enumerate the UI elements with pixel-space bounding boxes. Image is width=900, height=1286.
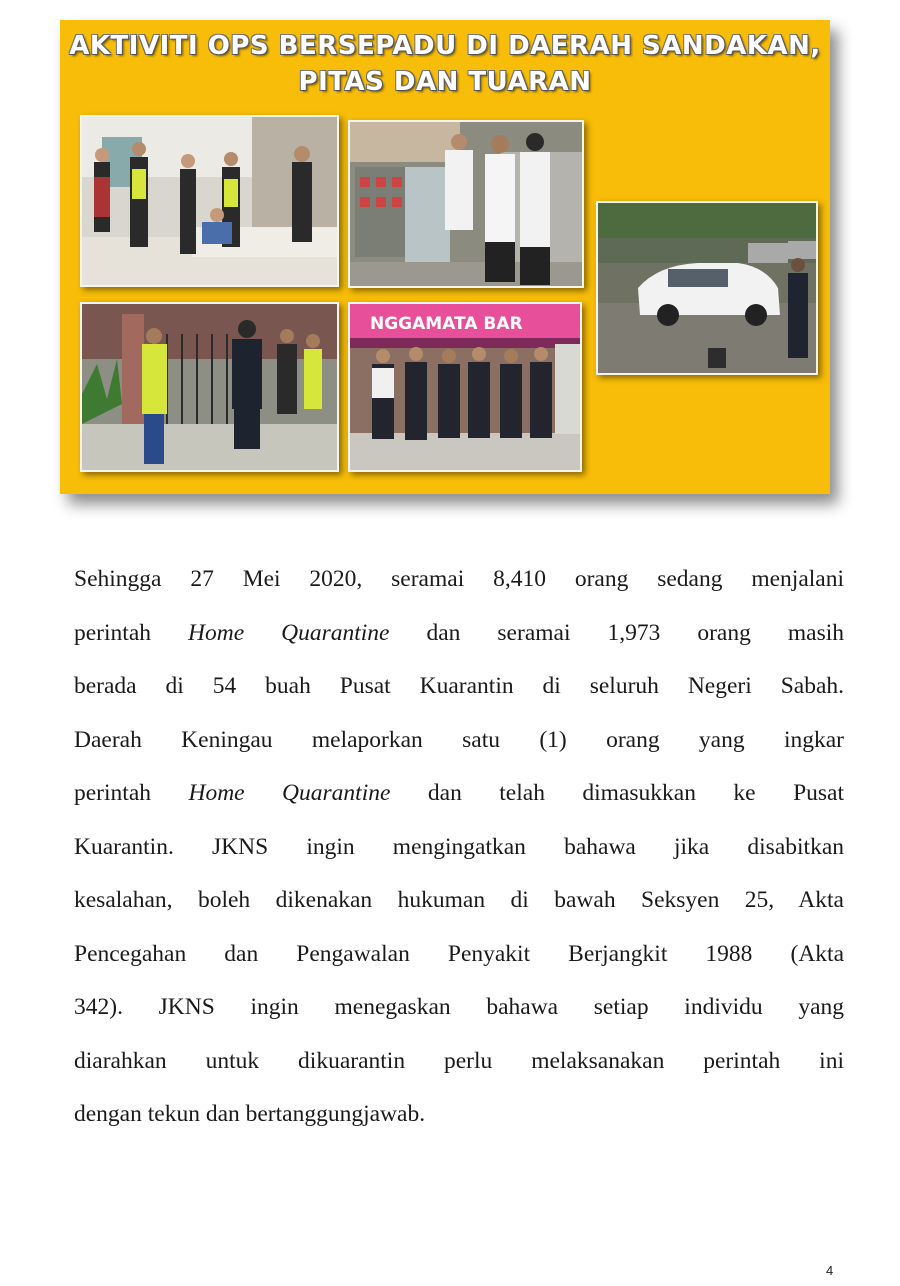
paragraph-line: Daerah Keningau melaporkan satu (1) orang yang ingkar: [74, 726, 844, 753]
banner-title: [60, 28, 830, 100]
photo-officers-at-counter: [80, 115, 339, 287]
photo-officers-at-gate: [80, 302, 339, 472]
photo-officers-at-shop: [348, 120, 584, 288]
home-quarantine-term: Home Quarantine: [188, 780, 391, 806]
activity-banner: [60, 20, 830, 494]
paragraph-line: berada di 54 buah Pusat Kuarantin di seluruh Negeri Sabah.: [74, 673, 844, 699]
home-quarantine-term: Home Quarantine: [188, 619, 390, 646]
paragraph-line: Pencegahan dan Pengawalan Penyakit Berjangkit 1988 (Akta: [74, 940, 844, 967]
banner-title-line1: AKTIVITI OPS BERSEPADU DI DAERAH SANDAKAN,: [69, 31, 821, 61]
paragraph-line: diarahkan untuk dikuarantin perlu melaksanakan perintah ini: [74, 1047, 844, 1074]
photo-officers-group-shopfront: [348, 302, 582, 472]
banner-title-line2: PITAS DAN TUARAN: [298, 67, 592, 97]
shop-sign-text: NGGAMATA BAR: [370, 314, 523, 334]
page-number: 4: [826, 1263, 834, 1278]
paragraph-line: Kuarantin. JKNS ingin mengingatkan bahawa jika disabitkan: [74, 833, 844, 860]
paragraph-line: 342). JKNS ingin menegaskan bahawa setiap individu yang: [74, 994, 844, 1020]
paragraph-line: Sehingga 27 Mei 2020, seramai 8,410 orang sedang menjalani: [74, 566, 844, 592]
main-paragraph: [74, 553, 844, 1142]
paragraph-line: perintah Home Quarantine dan telah dimasukkan ke Pusat: [74, 780, 845, 806]
paragraph-line: perintah Home Quarantine dan seramai 1,973 orang masih: [74, 619, 844, 646]
paragraph-line: dengan tekun dan bertanggungjawab.: [74, 1101, 426, 1127]
paragraph-line: kesalahan, boleh dikenakan hukuman di bawah Seksyen 25, Akta: [74, 887, 844, 913]
photo-white-car-roadblock: [596, 201, 818, 375]
